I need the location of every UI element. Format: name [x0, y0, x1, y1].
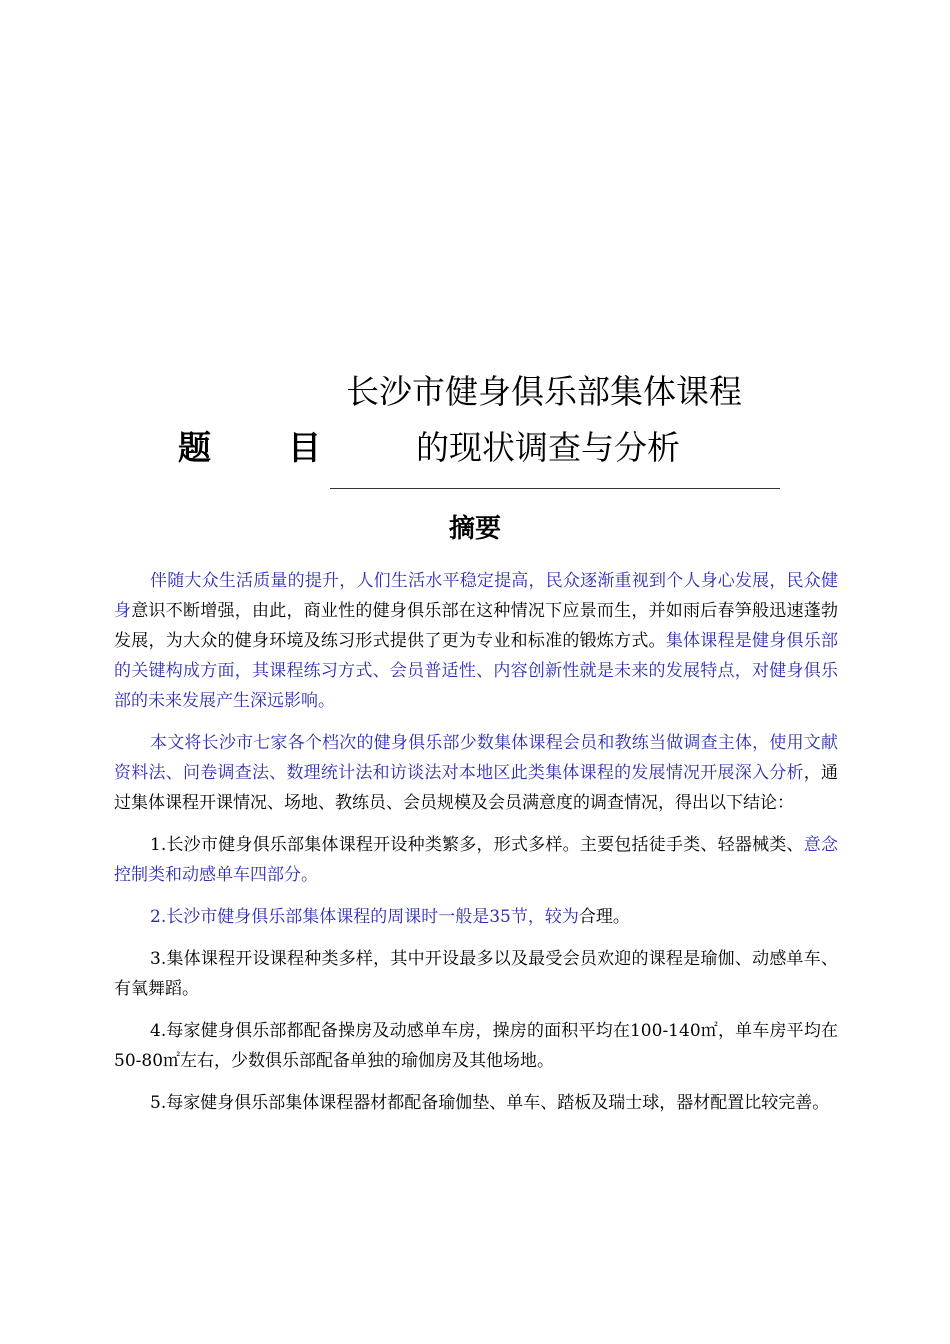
conclusion-1 [114, 830, 838, 890]
abstract-p2-highlight: 本文将长沙市七家各个档次的健身俱乐部少数集体课程会员和教练当做调查主体，使用文献资料法、问卷调查法、数理统计法和访谈法对本地区此类集体课程的发展情况开展深入分析 [114, 733, 838, 783]
conclusion-3: 3.集体课程开设课程种类多样，其中开设最多以及最受会员欢迎的课程是瑜伽、动感单车、有氧舞蹈。 [114, 949, 838, 999]
conclusion-4: 4.每家健身俱乐部都配备操房及动感单车房，操房的面积平均在100-140㎡，单车房平均在50-80㎡左右，少数俱乐部配备单独的瑜伽房及其他场地。 [114, 1021, 838, 1071]
abstract-p1-highlight-2: 集体课程是健身俱乐部的关键构成方面，其课程练习方式、会员普适性、内容创新性就是未来的发展特点，对健身俱乐部的未来发展产生深远影响。 [114, 631, 839, 711]
abstract-p2-text: ，通过集体课程开课情况、场地、教练员、会员规模及会员满意度的调查情况，得出以下结论： [114, 763, 839, 813]
abstract-body [114, 566, 838, 1130]
abstract-p1-highlight-1: 伴随大众生活质量的提升，人们生活水平稳定提高，民众逐渐重视到个人身心发展，民众健身 [114, 571, 838, 621]
title-underline [330, 488, 780, 489]
title-label-right: 目 [288, 428, 321, 467]
conclusion-2 [114, 902, 838, 932]
title-label-left: 题 [178, 428, 211, 467]
title-line-2: 的现状调查与分析 [416, 428, 680, 467]
conclusion-2-highlight: 2.长沙市健身俱乐部集体课程的周课时一般是35节，较为 [150, 907, 579, 927]
conclusion-5: 5.每家健身俱乐部集体课程器材都配备瑜伽垫、单车、踏板及瑞士球，器材配置比较完善。 [150, 1093, 830, 1113]
abstract-p1-text: 意识不断增强，由此，商业性的健身俱乐部在这种情况下应景而生，并如雨后春笋般迅速蓬勃发展，为大众的健身环境及练习形式提供了更为专业和标准的锻炼方式。 [114, 601, 839, 651]
title-line-1: 长沙市健身俱乐部集体课程 [346, 372, 742, 411]
abstract-paragraph-1 [114, 566, 838, 716]
abstract-paragraph-2 [114, 728, 838, 818]
conclusion-1-highlight: 意念控制类和动感单车四部分。 [114, 835, 839, 885]
abstract-heading: 摘要 [448, 514, 501, 544]
conclusion-1-text: 1.长沙市健身俱乐部集体课程开设种类繁多，形式多样。主要包括徒手类、轻器械类、 [150, 835, 804, 855]
conclusion-2-text: 合理。 [578, 907, 630, 927]
